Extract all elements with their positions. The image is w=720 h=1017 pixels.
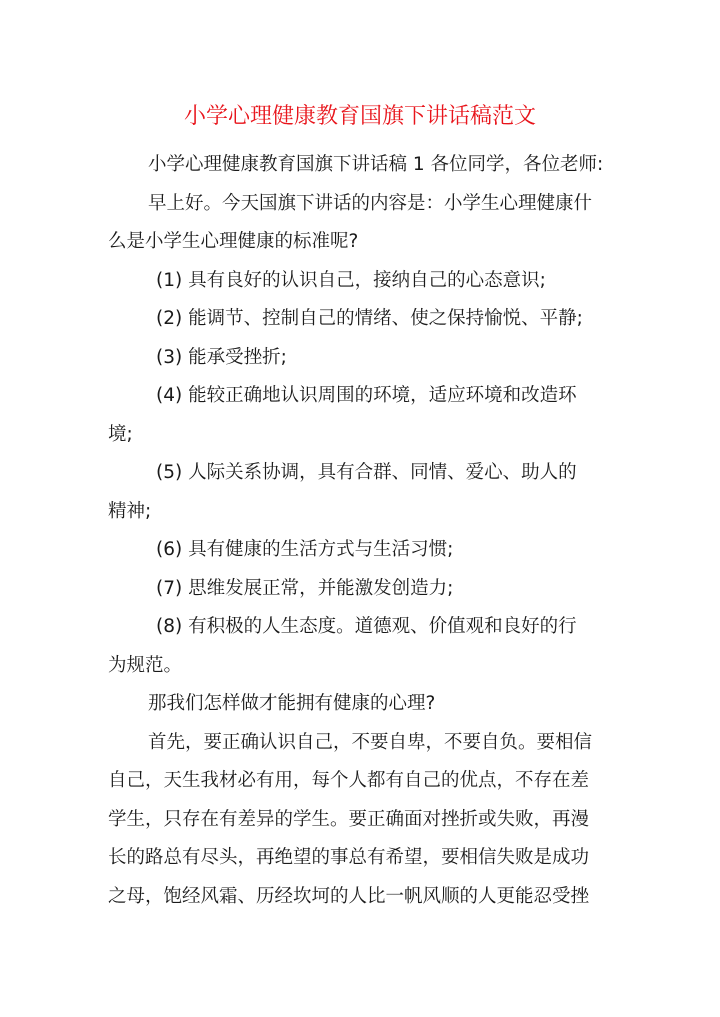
paragraph-line: 早上好。今天国旗下讲话的内容是：小学生心理健康什 [148, 192, 593, 214]
document-title: 小学心理健康教育国旗下讲话稿范文 [183, 104, 536, 129]
list-item: (3) 能承受挫折; [156, 346, 287, 368]
list-item: (5) 人际关系协调，具有合群、同情、爱心、助人的 [156, 462, 577, 483]
list-item: (1) 具有良好的认识自己，接纳自己的心态意识; [156, 269, 546, 291]
paragraph-line: 长的路总有尽头，再绝望的事总有希望，要相信失败是成功 [108, 847, 590, 868]
paragraph-line: 首先，要正确认识自己，不要自卑，不要自负。要相信 [148, 731, 593, 753]
list-item: (2) 能调节、控制自己的情绪、使之保持愉悦、平静; [156, 308, 583, 329]
list-item-continuation: 为规范。 [108, 654, 183, 676]
paragraph-line: 那我们怎样做才能拥有健康的心理? [148, 693, 436, 714]
list-item: (6) 具有健康的生活方式与生活习惯; [156, 539, 454, 560]
paragraph-line: 自己，天生我材必有用，每个人都有自己的优点，不存在差 [108, 770, 590, 791]
paragraph-line: 之母，饱经风霜、历经坎坷的人比一帆风顺的人更能忍受挫 [108, 885, 590, 907]
paragraph-line: 学生，只存在有差异的学生。要正确面对挫折或失败，再漫 [108, 808, 590, 830]
list-item: (8) 有积极的人生态度。道德观、价值观和良好的行 [156, 616, 577, 637]
list-item-continuation: 境; [108, 423, 133, 445]
list-item: (4) 能较正确地认识周围的环境，适应环境和改造环 [156, 385, 577, 406]
paragraph-line: 么是小学生心理健康的标准呢? [108, 231, 359, 252]
document-body [108, 146, 614, 916]
list-item-continuation: 精神; [108, 500, 152, 522]
paragraph-line: 小学心理健康教育国旗下讲话稿 1 各位同学，各位老师: [148, 154, 604, 175]
list-item: (7) 思维发展正常，并能激发创造力; [156, 577, 454, 599]
